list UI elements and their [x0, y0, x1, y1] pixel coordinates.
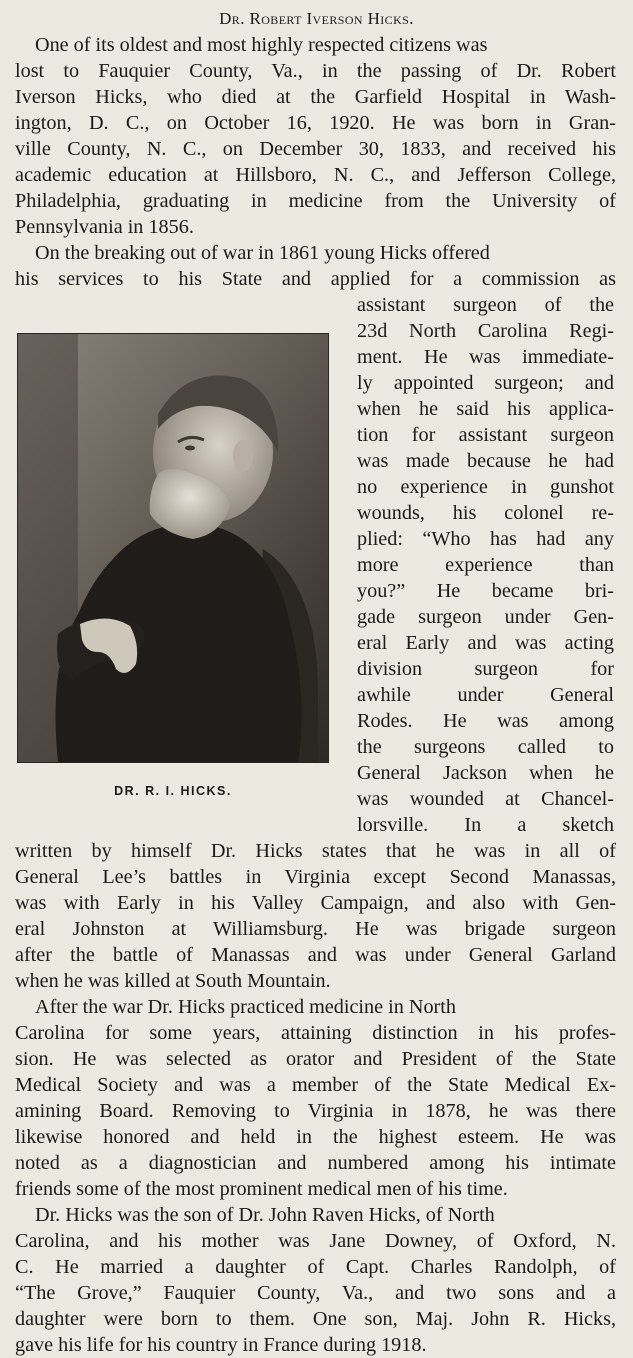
text-line: more experience than — [357, 554, 614, 576]
text-line: 23d North Carolina Regi- — [357, 320, 614, 342]
text-line: amining Board. Removing to Virginia in 1878, he was there — [15, 1100, 616, 1122]
text-line: was with Early in his Valley Campaign, and also with Gen- — [15, 892, 616, 914]
text-line: ville County, N. C., on December 30, 1833, and received his — [15, 138, 616, 160]
text-line: sion. He was selected as orator and President of the State — [15, 1048, 616, 1070]
text-line: plied: “Who has had any — [357, 528, 614, 550]
text-line: “The Grove,” Fauquier County, Va., and two sons and a — [15, 1282, 616, 1304]
text-line: Rodes. He was among — [357, 710, 614, 732]
text-line: after the battle of Manassas and was under General Garland — [15, 944, 616, 966]
text-line: One of its oldest and most highly respected citizens was — [35, 34, 488, 56]
text-line: gave his life for his country in France during 1918. — [15, 1334, 427, 1356]
article-title: Dr. Robert Iverson Hicks. — [219, 9, 414, 28]
text-line: ly appointed surgeon; and — [357, 372, 614, 394]
text-line: written by himself Dr. Hicks states that he was in all of — [15, 840, 616, 862]
text-line: Dr. Hicks was the son of Dr. John Raven Hicks, of North — [35, 1204, 495, 1226]
text-line: ment. He was immediate- — [357, 346, 614, 368]
text-line: lost to Fauquier County, Va., in the passing of Dr. Robert — [15, 60, 616, 82]
text-line: On the breaking out of war in 1861 young Hicks offered — [35, 242, 490, 264]
text-line: likewise honored and held in the highest esteem. He was — [15, 1126, 616, 1148]
text-line: no experience in gunshot — [357, 476, 614, 498]
text-line: was wounded at Chancel- — [357, 788, 614, 810]
text-line: After the war Dr. Hicks practiced medicine in North — [35, 996, 456, 1018]
text-line: General Jackson when he — [357, 762, 614, 784]
text-line: daughter were born to them. One son, Maj. John R. Hicks, — [15, 1308, 616, 1330]
text-line: Carolina for some years, attaining distinction in his profes- — [15, 1022, 616, 1044]
text-line: the surgeons called to — [357, 736, 614, 758]
text-line: you?” He became bri- — [357, 580, 614, 602]
text-line: noted as a diagnostician and numbered among his intimate — [15, 1152, 616, 1174]
text-line: General Lee’s battles in Virginia except Second Manassas, — [15, 866, 616, 888]
text-line: Iverson Hicks, who died at the Garfield Hospital in Wash- — [15, 86, 616, 108]
text-line: eral Early and was acting — [357, 632, 614, 654]
text-line: Medical Society and was a member of the State Medical Ex- — [15, 1074, 616, 1096]
text-line: eral Johnston at Williamsburg. He was brigade surgeon — [15, 918, 616, 940]
text-line: when he was killed at South Mountain. — [15, 970, 331, 992]
text-line: awhile under General — [357, 684, 614, 706]
text-line: C. He married a daughter of Capt. Charles Randolph, of — [15, 1256, 616, 1278]
text-line: Carolina, and his mother was Jane Downey, of Oxford, N. — [15, 1230, 616, 1252]
text-line: Philadelphia, graduating in medicine from the University of — [15, 190, 616, 212]
text-line: gade surgeon under Gen- — [357, 606, 614, 628]
text-line: academic education at Hillsboro, N. C., and Jefferson College, — [15, 164, 616, 186]
text-line: Pennsylvania in 1856. — [15, 216, 194, 238]
photo-caption: DR. R. I. HICKS. — [114, 784, 232, 798]
text-line: tion for assistant surgeon — [357, 424, 614, 446]
text-line: division surgeon for — [357, 658, 614, 680]
portrait-photo — [17, 333, 329, 763]
text-line: was made because he had — [357, 450, 614, 472]
text-line: lorsville. In a sketch — [357, 814, 614, 836]
text-line: assistant surgeon of the — [357, 294, 614, 316]
text-line: friends some of the most prominent medical men of his time. — [15, 1178, 508, 1200]
text-line: his services to his State and applied for a commission as — [15, 268, 616, 290]
text-line: wounds, his colonel re- — [357, 502, 614, 524]
text-line: when he said his applica- — [357, 398, 614, 420]
text-line: ington, D. C., on October 16, 1920. He was born in Gran- — [15, 112, 616, 134]
